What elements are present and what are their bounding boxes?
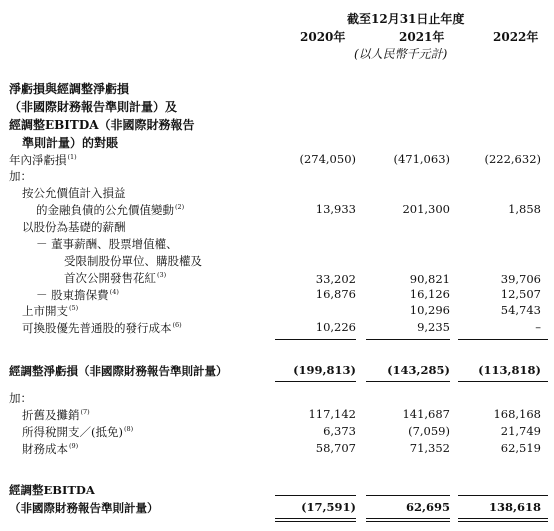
adjusted-net-loss-2020: (199,813) xyxy=(293,363,356,377)
net-loss-2021: (471,063) xyxy=(393,152,450,166)
adjusted-net-loss-2021: (143,285) xyxy=(387,363,450,377)
ebitda-label-line2: （非國際財務報告準則計量） xyxy=(9,501,159,515)
depreciation-2022: 168,168 xyxy=(493,407,541,421)
ebitda-double-rule-2-2020 xyxy=(275,521,356,522)
adjusted-net-loss-label: 經調整淨虧損（非國際財務報告準則計量） xyxy=(9,364,228,378)
income-tax-2022: 21,749 xyxy=(500,424,541,438)
depreciation-2021: 141,687 xyxy=(402,407,450,421)
shareholder-2020: 16,876 xyxy=(315,287,356,301)
year-2022-header: 2022年 xyxy=(493,30,539,44)
finance-cost-label: 財務成本$^{(9)}$ xyxy=(22,442,79,456)
subtotal-top-rule-2022 xyxy=(458,339,548,340)
fair-value-2021: 201,300 xyxy=(402,202,450,216)
adjusted-net-loss-2022: (113,818) xyxy=(478,363,541,377)
income-tax-label: 所得稅開支／(抵免)$^{(8)}$ xyxy=(22,425,134,439)
fair-value-label-line1: 按公允價值計入損益 xyxy=(22,186,126,200)
period-title: 截至12月31日止年度 xyxy=(347,12,465,26)
convertible-cost-label: 可換股優先普通股的發行成本$^{(6)}$ xyxy=(22,321,182,335)
add-label-2: 加： xyxy=(9,391,32,405)
convertible-2020: 10,226 xyxy=(315,320,356,334)
director-2020: 33,202 xyxy=(315,272,356,286)
finance-cost-2020: 58,707 xyxy=(315,441,356,455)
listing-2021: 10,296 xyxy=(409,303,450,317)
depreciation-label: 折舊及攤銷$^{(7)}$ xyxy=(22,408,90,422)
ebitda-double-rule-1-2020 xyxy=(275,518,356,519)
unit-label: (以人民幣千元計) xyxy=(354,47,448,61)
subtotal-top-rule-2021 xyxy=(366,339,450,340)
income-tax-2021: (7,059) xyxy=(408,424,450,438)
subtotal-top-rule-2020 xyxy=(275,339,356,340)
ebitda-double-rule-1-2022 xyxy=(458,518,548,519)
ebitda-top-rule-2020 xyxy=(275,495,356,496)
finance-cost-2022: 62,519 xyxy=(500,441,541,455)
fair-value-2020: 13,933 xyxy=(315,202,356,216)
fair-value-2022: 1,858 xyxy=(508,202,541,216)
listing-expense-label: 上市開支$^{(5)}$ xyxy=(22,304,79,318)
ebitda-2020: (17,591) xyxy=(301,500,356,514)
convertible-2022: – xyxy=(535,320,541,334)
director-label-line3: 首次公開發售花紅$^{(3)}$ xyxy=(64,271,167,285)
section-title-line1: 淨虧損與經調整淨虧損 xyxy=(9,82,130,96)
ebitda-top-rule-2021 xyxy=(366,495,450,496)
listing-2022: 54,743 xyxy=(500,303,541,317)
add-label-1: 加： xyxy=(9,169,32,183)
section-title-line4: 準則計量）的對賬 xyxy=(22,136,119,150)
director-2022: 39,706 xyxy=(500,272,541,286)
director-label-line2: 受限制股份單位、購股權及 xyxy=(64,254,202,268)
shareholder-guarantee-label: － 股東擔保費$^{(4)}$ xyxy=(36,288,119,302)
ebitda-double-rule-1-2021 xyxy=(366,518,450,519)
subtotal-bottom-rule-2020 xyxy=(275,381,356,382)
section-title-line2: （非國際財務報告準則計量）及 xyxy=(9,100,178,114)
section-title-line3: 經調整EBITDA（非國際財務報告 xyxy=(9,118,195,132)
net-loss-2022: (222,632) xyxy=(484,152,541,166)
director-label-line1: － 董事薪酬、股票增值權、 xyxy=(36,237,178,251)
ebitda-2022: 138,618 xyxy=(488,500,541,514)
subtotal-bottom-rule-2021 xyxy=(366,381,450,382)
finance-cost-2021: 71,352 xyxy=(409,441,450,455)
fair-value-label-line2: 的金融負債的公允價值變動$^{(2)}$ xyxy=(36,203,185,217)
year-2021-header: 2021年 xyxy=(399,30,445,44)
subtotal-bottom-rule-2022 xyxy=(458,381,548,382)
ebitda-label-line1: 經調整EBITDA xyxy=(9,483,95,497)
ebitda-double-rule-2-2021 xyxy=(366,521,450,522)
ebitda-2021: 62,695 xyxy=(405,500,450,514)
shareholder-2021: 16,126 xyxy=(409,287,450,301)
income-tax-2020: 6,373 xyxy=(323,424,356,438)
depreciation-2020: 117,142 xyxy=(308,407,356,421)
director-2021: 90,821 xyxy=(409,272,450,286)
net-loss-label: 年內淨虧損$^{(1)}$ xyxy=(9,153,77,167)
share-comp-label: 以股份為基礎的薪酬 xyxy=(22,220,126,234)
ebitda-top-rule-2022 xyxy=(458,495,548,496)
shareholder-2022: 12,507 xyxy=(500,287,541,301)
ebitda-double-rule-2-2022 xyxy=(458,521,548,522)
net-loss-2020: (274,050) xyxy=(299,152,356,166)
year-2020-header: 2020年 xyxy=(300,30,346,44)
convertible-2021: 9,235 xyxy=(417,320,450,334)
